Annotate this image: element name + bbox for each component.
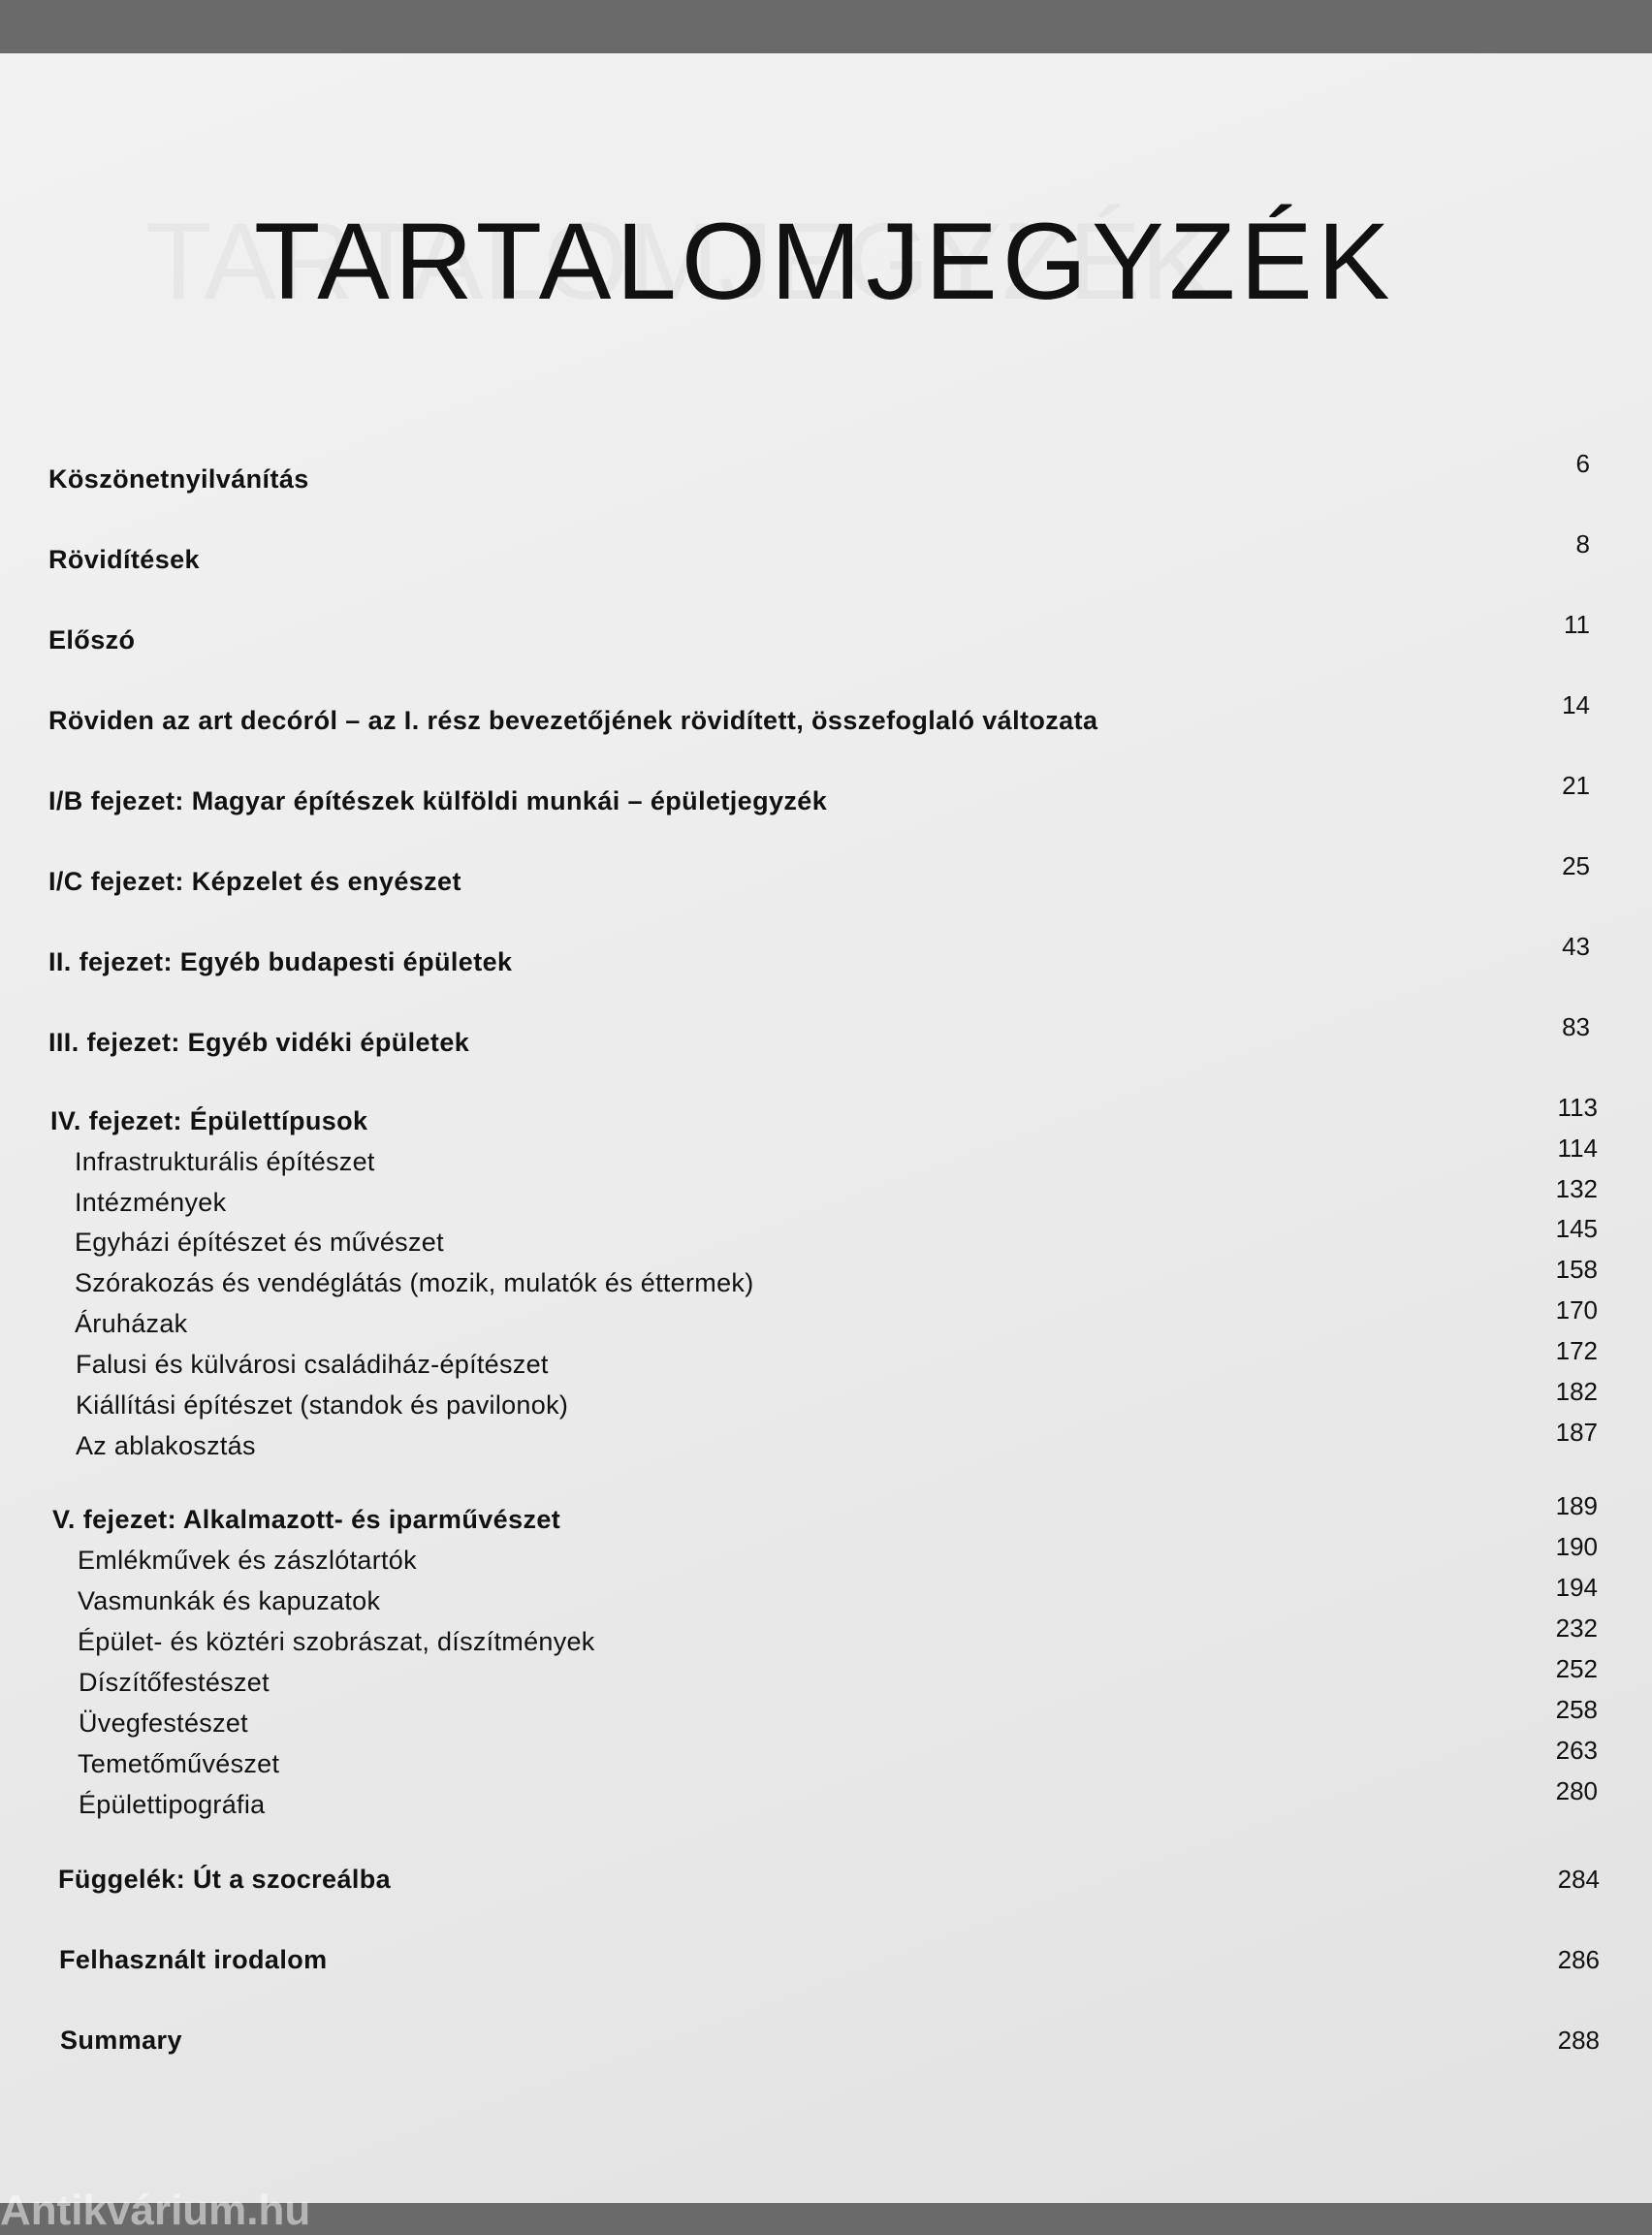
toc-subentry-label: Egyházi építészet és művészet xyxy=(75,1228,444,1257)
toc-entry-label: III. fejezet: Egyéb vidéki épületek xyxy=(48,1028,470,1057)
toc-subentry-label: Szórakozás és vendéglátás (mozik, mulatók és éttermek) xyxy=(75,1268,754,1297)
toc-subentry-page: 280 xyxy=(1555,1776,1598,1805)
book-page xyxy=(0,53,1652,2234)
toc-subentry-label: Az ablakosztás xyxy=(76,1431,256,1460)
toc-entry-page: 189 xyxy=(1555,1491,1598,1520)
toc-entry-page: 14 xyxy=(1562,690,1590,719)
toc-entry-page: 83 xyxy=(1562,1012,1590,1041)
toc-subentry-label: Falusi és külvárosi családiház-építészet xyxy=(76,1350,549,1379)
toc-subentry-page: 232 xyxy=(1555,1613,1598,1643)
toc-subentry-page: 158 xyxy=(1555,1255,1598,1284)
toc-entry-page: 6 xyxy=(1575,449,1590,478)
toc-subentry-page: 145 xyxy=(1555,1214,1598,1243)
toc-entry-label: Felhasznált irodalom xyxy=(59,1945,328,1974)
toc-subentry-label: Intézmények xyxy=(75,1188,227,1217)
toc-subentry-page: 170 xyxy=(1555,1295,1598,1325)
toc-subentry-page: 263 xyxy=(1555,1736,1598,1765)
toc-subentry-page: 172 xyxy=(1555,1336,1598,1365)
toc-subentry-page: 194 xyxy=(1555,1573,1598,1602)
toc-entry-page: 21 xyxy=(1562,771,1590,800)
toc-entry-label: Rövidítések xyxy=(48,545,200,574)
watermark: Antikvárium.hu xyxy=(0,2187,311,2234)
toc-subentry-label: Épülettipográfia xyxy=(79,1790,266,1819)
toc-subentry-label: Áruházak xyxy=(75,1309,188,1338)
toc-entry-label: Röviden az art decóról – az I. rész bevezetőjének rövidített, összefoglaló változata xyxy=(48,706,1098,735)
toc-entry-label: Summary xyxy=(60,2026,182,2055)
toc-entry-page: 113 xyxy=(1557,1093,1598,1122)
toc-entry-label: Függelék: Út a szocreálba xyxy=(58,1865,392,1894)
toc-subentry-page: 190 xyxy=(1555,1532,1598,1561)
toc-entry-page: 8 xyxy=(1575,529,1590,559)
toc-subentry-label: Díszítőfestészet xyxy=(79,1668,270,1697)
toc-entry-page: 43 xyxy=(1562,932,1590,961)
toc-entry-page: 284 xyxy=(1557,1865,1600,1894)
toc-subentry-page: 132 xyxy=(1555,1174,1598,1203)
toc-entry-page: 11 xyxy=(1564,610,1590,639)
toc-subentry-page: 252 xyxy=(1555,1654,1598,1683)
toc-subentry-label: Üvegfestészet xyxy=(79,1708,248,1738)
toc-entry-label: Előszó xyxy=(48,625,136,655)
page-title: TARTALOMJEGYZÉK xyxy=(254,201,1395,322)
toc-subentry-label: Épület- és köztéri szobrászat, díszítmények xyxy=(78,1627,595,1656)
toc-entry-label: I/B fejezet: Magyar építészek külföldi munkái – épületjegyzék xyxy=(48,786,828,815)
toc-entry-label: II. fejezet: Egyéb budapesti épületek xyxy=(48,947,513,976)
toc-subentry-label: Emlékművek és zászlótartók xyxy=(78,1546,417,1575)
toc-entry-page: 288 xyxy=(1557,2026,1600,2055)
toc-subentry-page: 114 xyxy=(1557,1133,1598,1163)
toc-subentry-label: Infrastrukturális építészet xyxy=(75,1147,375,1176)
toc-subentry-label: Kiállítási építészet (standok és pavilonok) xyxy=(76,1390,569,1420)
toc-subentry-label: Temetőművészet xyxy=(78,1749,280,1778)
toc-entry-label: I/C fejezet: Képzelet és enyészet xyxy=(48,867,461,896)
toc-subentry-page: 182 xyxy=(1555,1377,1598,1406)
toc-entry-page: 286 xyxy=(1557,1945,1600,1974)
toc-subentry-page: 258 xyxy=(1555,1695,1598,1724)
toc-entry-label: IV. fejezet: Épülettípusok xyxy=(50,1106,368,1135)
toc-subentry-label: Vasmunkák és kapuzatok xyxy=(78,1586,381,1615)
toc-entry-label: V. fejezet: Alkalmazott- és iparművészet xyxy=(52,1505,561,1534)
toc-entry-label: Köszönetnyilvánítás xyxy=(48,464,309,494)
toc-subentry-page: 187 xyxy=(1555,1418,1598,1447)
toc-entry-page: 25 xyxy=(1562,851,1590,880)
